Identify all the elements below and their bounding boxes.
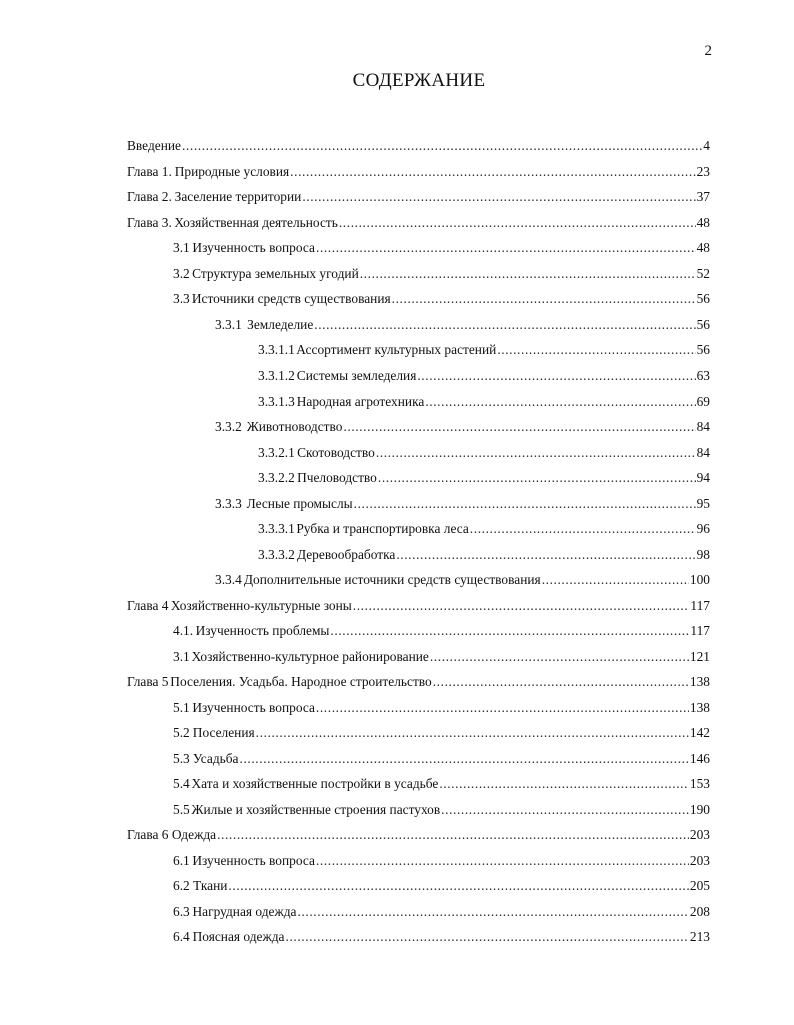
toc-entry-section	[173, 699, 710, 717]
toc-dot-leader	[542, 571, 689, 589]
toc-dot-leader	[286, 928, 689, 946]
toc-dot-leader	[290, 163, 695, 181]
toc-entry-page: 56	[696, 317, 710, 332]
toc-entry-title: Жилые и хозяйственные строения пастухов	[191, 802, 441, 817]
toc-entry-subsubsection	[258, 341, 710, 359]
toc-dot-leader	[256, 724, 689, 742]
toc-entry-intro	[127, 137, 710, 155]
toc-entry-subsection	[215, 316, 710, 334]
toc-entry-title: Природные условия	[174, 164, 290, 179]
toc-entry-page: 100	[689, 572, 710, 587]
toc-entry-page: 142	[689, 725, 710, 740]
toc-entry-section	[173, 852, 710, 870]
toc-entry-title: Изученность проблемы	[195, 623, 330, 638]
toc-entry-title: Усадьба	[192, 751, 239, 766]
toc-entry-number: 3.3	[173, 291, 190, 306]
toc-entry-subsubsection	[258, 469, 710, 487]
toc-entry-page: 4	[703, 138, 710, 153]
toc-entry-page: 96	[696, 521, 710, 536]
toc-entry-page: 69	[696, 394, 710, 409]
toc-entry-title: Земледелие	[247, 317, 314, 332]
toc-entry-page: 84	[696, 445, 710, 460]
toc-entry-number: 3.3.1.2	[258, 368, 295, 383]
toc-entry-page: 84	[696, 419, 710, 434]
toc-dot-leader	[376, 444, 696, 462]
toc-entry-page: 95	[696, 496, 710, 511]
toc-dot-leader	[353, 597, 690, 615]
toc-entry-chapter-5	[127, 673, 710, 691]
toc-entry-section	[173, 265, 710, 283]
toc-entry-title: Изученность вопроса	[192, 240, 315, 255]
toc-entry-number: 3.3.1.1	[258, 342, 295, 357]
toc-entry-page: 208	[689, 904, 710, 919]
toc-entry-subsubsection	[258, 444, 710, 462]
toc-entry-subsubsection	[258, 546, 710, 564]
toc-entry-section	[173, 801, 710, 819]
toc-entry-section	[173, 877, 710, 895]
toc-entry-page: 23	[696, 164, 710, 179]
toc-entry-page: 98	[696, 547, 710, 562]
toc-entry-title: Хозяйственная деятельность	[174, 215, 338, 230]
toc-entry-section	[173, 622, 710, 640]
toc-dot-leader	[378, 469, 696, 487]
toc-entry-number: 3.3.2.2	[258, 470, 295, 485]
toc-entry-title: Рубка и транспортировка леса	[296, 521, 469, 536]
toc-entry-number: 3.1	[173, 240, 190, 255]
toc-entry-number: Глава 6	[127, 827, 169, 842]
toc-entry-title: Структура земельных угодий	[192, 266, 359, 281]
toc-entry-number: 3.3.4	[215, 572, 242, 587]
toc-entry-number: Глава 3.	[127, 215, 172, 230]
toc-entry-number: 3.3.3	[215, 496, 242, 511]
toc-entry-title: Заселение территории	[174, 189, 302, 204]
toc-entry-title: Изученность вопроса	[192, 700, 315, 715]
toc-dot-leader	[354, 495, 696, 513]
toc-entry-page: 117	[690, 598, 710, 613]
toc-dot-leader	[497, 341, 695, 359]
toc-entry-chapter-4	[127, 597, 710, 615]
toc-entry-number: 5.1	[173, 700, 190, 715]
toc-entry-title: Хозяйственно-культурные зоны	[170, 598, 352, 613]
toc-entry-title: Одежда	[171, 827, 217, 842]
toc-entry-title: Ассортимент культурных растений	[296, 342, 497, 357]
toc-dot-leader	[217, 826, 689, 844]
toc-entry-title: Хозяйственно-культурное районирование	[191, 649, 429, 664]
toc-entry-page: 138	[689, 700, 710, 715]
toc-entry-number: 6.1	[173, 853, 190, 868]
toc-dot-leader	[339, 214, 696, 232]
toc-dot-leader	[316, 239, 696, 257]
toc-entry-number: 5.4	[173, 776, 190, 791]
toc-entry-page: 37	[696, 189, 710, 204]
toc-entry-page: 94	[696, 470, 710, 485]
toc-entry-section	[173, 775, 710, 793]
toc-dot-leader	[360, 265, 696, 283]
toc-dot-leader	[182, 137, 702, 155]
toc-entry-subsection	[215, 418, 710, 436]
toc-entry-number: 3.3.1	[215, 317, 242, 332]
toc-entry-title: Поселения	[192, 725, 255, 740]
toc-entry-section	[173, 928, 710, 946]
toc-entry-title: Лесные промыслы	[246, 496, 353, 511]
toc-entry-page: 48	[696, 240, 710, 255]
toc-dot-leader	[441, 801, 689, 819]
toc-entry-title: Дополнительные источники средств существования	[243, 572, 541, 587]
toc-entry-title: Нагрудная одежда	[192, 904, 297, 919]
toc-entry-page: 190	[689, 802, 710, 817]
toc-entry-chapter-1	[127, 163, 710, 181]
toc-entry-number: 6.2	[173, 878, 190, 893]
toc-dot-leader	[314, 316, 695, 334]
toc-dot-leader	[343, 418, 695, 436]
page-number: 2	[704, 43, 712, 59]
toc-entry-number: Глава 1.	[127, 164, 172, 179]
toc-entry-subsection	[215, 495, 710, 513]
toc-entry-subsubsection	[258, 367, 710, 385]
toc-entry-subsection	[215, 571, 710, 589]
toc-entry-chapter-2	[127, 188, 710, 206]
toc-dot-leader	[433, 673, 689, 691]
toc-entry-title: Источники средств существования	[191, 291, 391, 306]
toc-entry-title: Скотоводство	[297, 445, 375, 460]
toc-entry-page: 117	[690, 623, 710, 638]
toc-entry-page: 63	[696, 368, 710, 383]
toc-entry-number: 3.3.3.2	[258, 547, 295, 562]
toc-entry-section	[173, 903, 710, 921]
toc-dot-leader	[470, 520, 696, 538]
toc-entry-subsubsection	[258, 393, 710, 411]
toc-entry-page: 48	[696, 215, 710, 230]
toc-entry-section	[173, 648, 710, 666]
toc-entry-title: Деревообработка	[296, 547, 396, 562]
toc-entry-page: 205	[689, 878, 710, 893]
toc-entry-title: Введение	[127, 138, 181, 153]
toc-entry-title: Поясная одежда	[192, 929, 285, 944]
toc-dot-leader	[425, 393, 695, 411]
toc-entry-title: Пчеловодство	[297, 470, 377, 485]
toc-entry-section	[173, 724, 710, 742]
toc-entry-title: Хата и хозяйственные постройки в усадьбе	[191, 776, 439, 791]
toc-entry-number: 6.4	[173, 929, 190, 944]
page-title: СОДЕРЖАНИЕ	[352, 70, 486, 91]
toc-dot-leader	[316, 852, 689, 870]
toc-entry-number: 6.3	[173, 904, 190, 919]
toc-entry-page: 153	[689, 776, 710, 791]
toc-entry-subsubsection	[258, 520, 710, 538]
toc-entry-page: 203	[689, 827, 710, 842]
toc-entry-page: 146	[689, 751, 710, 766]
toc-entry-page: 56	[696, 291, 710, 306]
toc-entry-page: 56	[696, 342, 710, 357]
toc-dot-leader	[228, 877, 688, 895]
toc-dot-leader	[297, 903, 688, 921]
toc-entry-title: Системы земледелия	[296, 368, 417, 383]
toc-entry-title: Ткани	[192, 878, 228, 893]
toc-entry-page: 121	[689, 649, 710, 664]
toc-entry-number: 5.3	[173, 751, 190, 766]
toc-entry-section	[173, 750, 710, 768]
toc-dot-leader	[439, 775, 689, 793]
toc-entry-page: 213	[689, 929, 710, 944]
toc-dot-leader	[330, 622, 689, 640]
toc-entry-number: 4.1.	[173, 623, 194, 638]
toc-entry-page: 203	[689, 853, 710, 868]
toc-dot-leader	[392, 290, 696, 308]
toc-dot-leader	[430, 648, 689, 666]
toc-entry-number: 3.3.2	[215, 419, 242, 434]
toc-entry-title: Поселения. Усадьба. Народное строительство	[170, 674, 432, 689]
toc-entry-page: 138	[689, 674, 710, 689]
toc-entry-number: Глава 2.	[127, 189, 172, 204]
toc-entry-number: 3.3.1.3	[258, 394, 295, 409]
toc-entry-number: 3.3.3.1	[258, 521, 295, 536]
toc-entry-section	[173, 239, 710, 257]
toc-entry-title: Народная агротехника	[296, 394, 425, 409]
toc-dot-leader	[240, 750, 689, 768]
toc-entry-chapter-6	[127, 826, 710, 844]
toc-dot-leader	[417, 367, 695, 385]
toc-entry-chapter-3	[127, 214, 710, 232]
toc-dot-leader	[396, 546, 695, 564]
toc-dot-leader	[316, 699, 689, 717]
toc-entry-section	[173, 290, 710, 308]
toc-entry-number: 5.2	[173, 725, 190, 740]
toc-dot-leader	[302, 188, 695, 206]
toc-entry-number: Глава 5	[127, 674, 169, 689]
toc-entry-number: Глава 4	[127, 598, 169, 613]
toc-entry-title: Изученность вопроса	[192, 853, 315, 868]
toc-entry-number: 3.3.2.1	[258, 445, 295, 460]
toc-entry-number: 5.5	[173, 802, 190, 817]
toc-entry-number: 3.1	[173, 649, 190, 664]
toc-entry-page: 52	[696, 266, 710, 281]
toc-entry-title: Животноводство	[246, 419, 343, 434]
toc-entry-number: 3.2	[173, 266, 190, 281]
